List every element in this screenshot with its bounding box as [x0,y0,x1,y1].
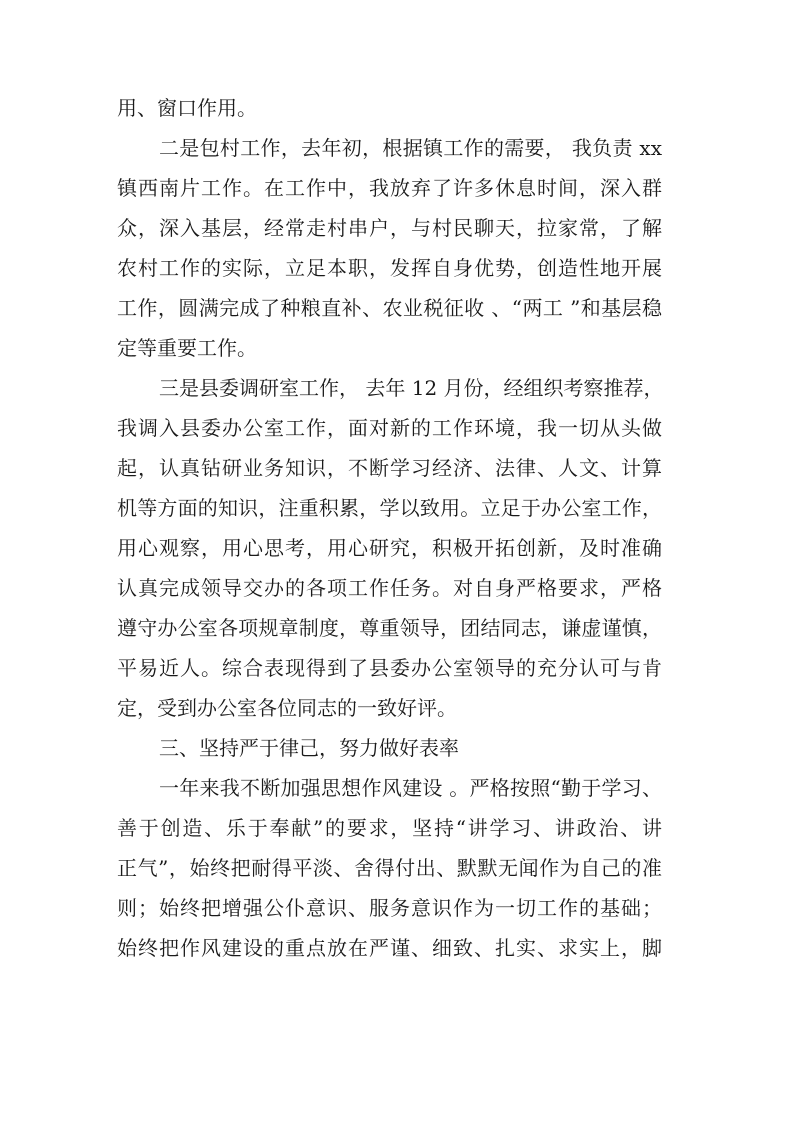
text-line: 定等重要工作。 [117,336,257,360]
text-line: 善于创造、乐于奉献”的要求，坚持“讲学习、讲政治、讲 [117,816,662,840]
text-line: 始终把作风建设的重点放在严谨、细致、扎实、求实上，脚 [117,936,662,960]
text-line: 三是县委调研室工作， 去年 12 月份，经组织考察推荐， [159,376,664,400]
text-line: 遵守办公室各项规章制度，尊重领导，团结同志，谦虚谨慎， [117,616,662,640]
text-line: 一年来我不断加强思想作风建设 。严格按照“勤于学习、 [159,776,662,800]
text-line: 正气”，始终把耐得平淡、舍得付出、默默无闻作为自己的准 [117,856,662,880]
text-line: 认真完成领导交办的各项工作任务。对自身严格要求，严格 [117,576,662,600]
text-line: 机等方面的知识，注重积累，学以致用。立足于办公室工作， [117,496,662,520]
text-line: 众，深入基层，经常走村串户，与村民聊天，拉家常，了解 [117,216,662,240]
text-line: 则；始终把增强公仆意识、服务意识作为一切工作的基础； [117,896,662,920]
text-line: 我调入县委办公室工作，面对新的工作环境，我一切从头做 [117,416,662,440]
text-line: 用、窗口作用。 [117,96,257,120]
text-line: 用心观察，用心思考，用心研究，积极开拓创新，及时准确 [117,536,662,560]
section-heading: 三、坚持严于律己，努力做好表率 [159,736,459,760]
text-line: 定，受到办公室各位同志的一致好评。 [117,696,457,720]
text-line: 镇西南片工作。在工作中，我放弃了许多休息时间，深入群 [117,176,662,200]
text-line: 工作，圆满完成了种粮直补、农业税征收 、“两工 ”和基层稳 [117,296,662,320]
text-line: 农村工作的实际，立足本职，发挥自身优势，创造性地开展 [117,256,662,280]
text-line: 平易近人。综合表现得到了县委办公室领导的充分认可与肯 [117,656,662,680]
text-line: 起，认真钻研业务知识，不断学习经济、法律、人文、计算 [117,456,662,480]
text-line: 二是包村工作，去年初，根据镇工作的需要， 我负责 xx [159,136,662,160]
body-text [117,88,662,968]
